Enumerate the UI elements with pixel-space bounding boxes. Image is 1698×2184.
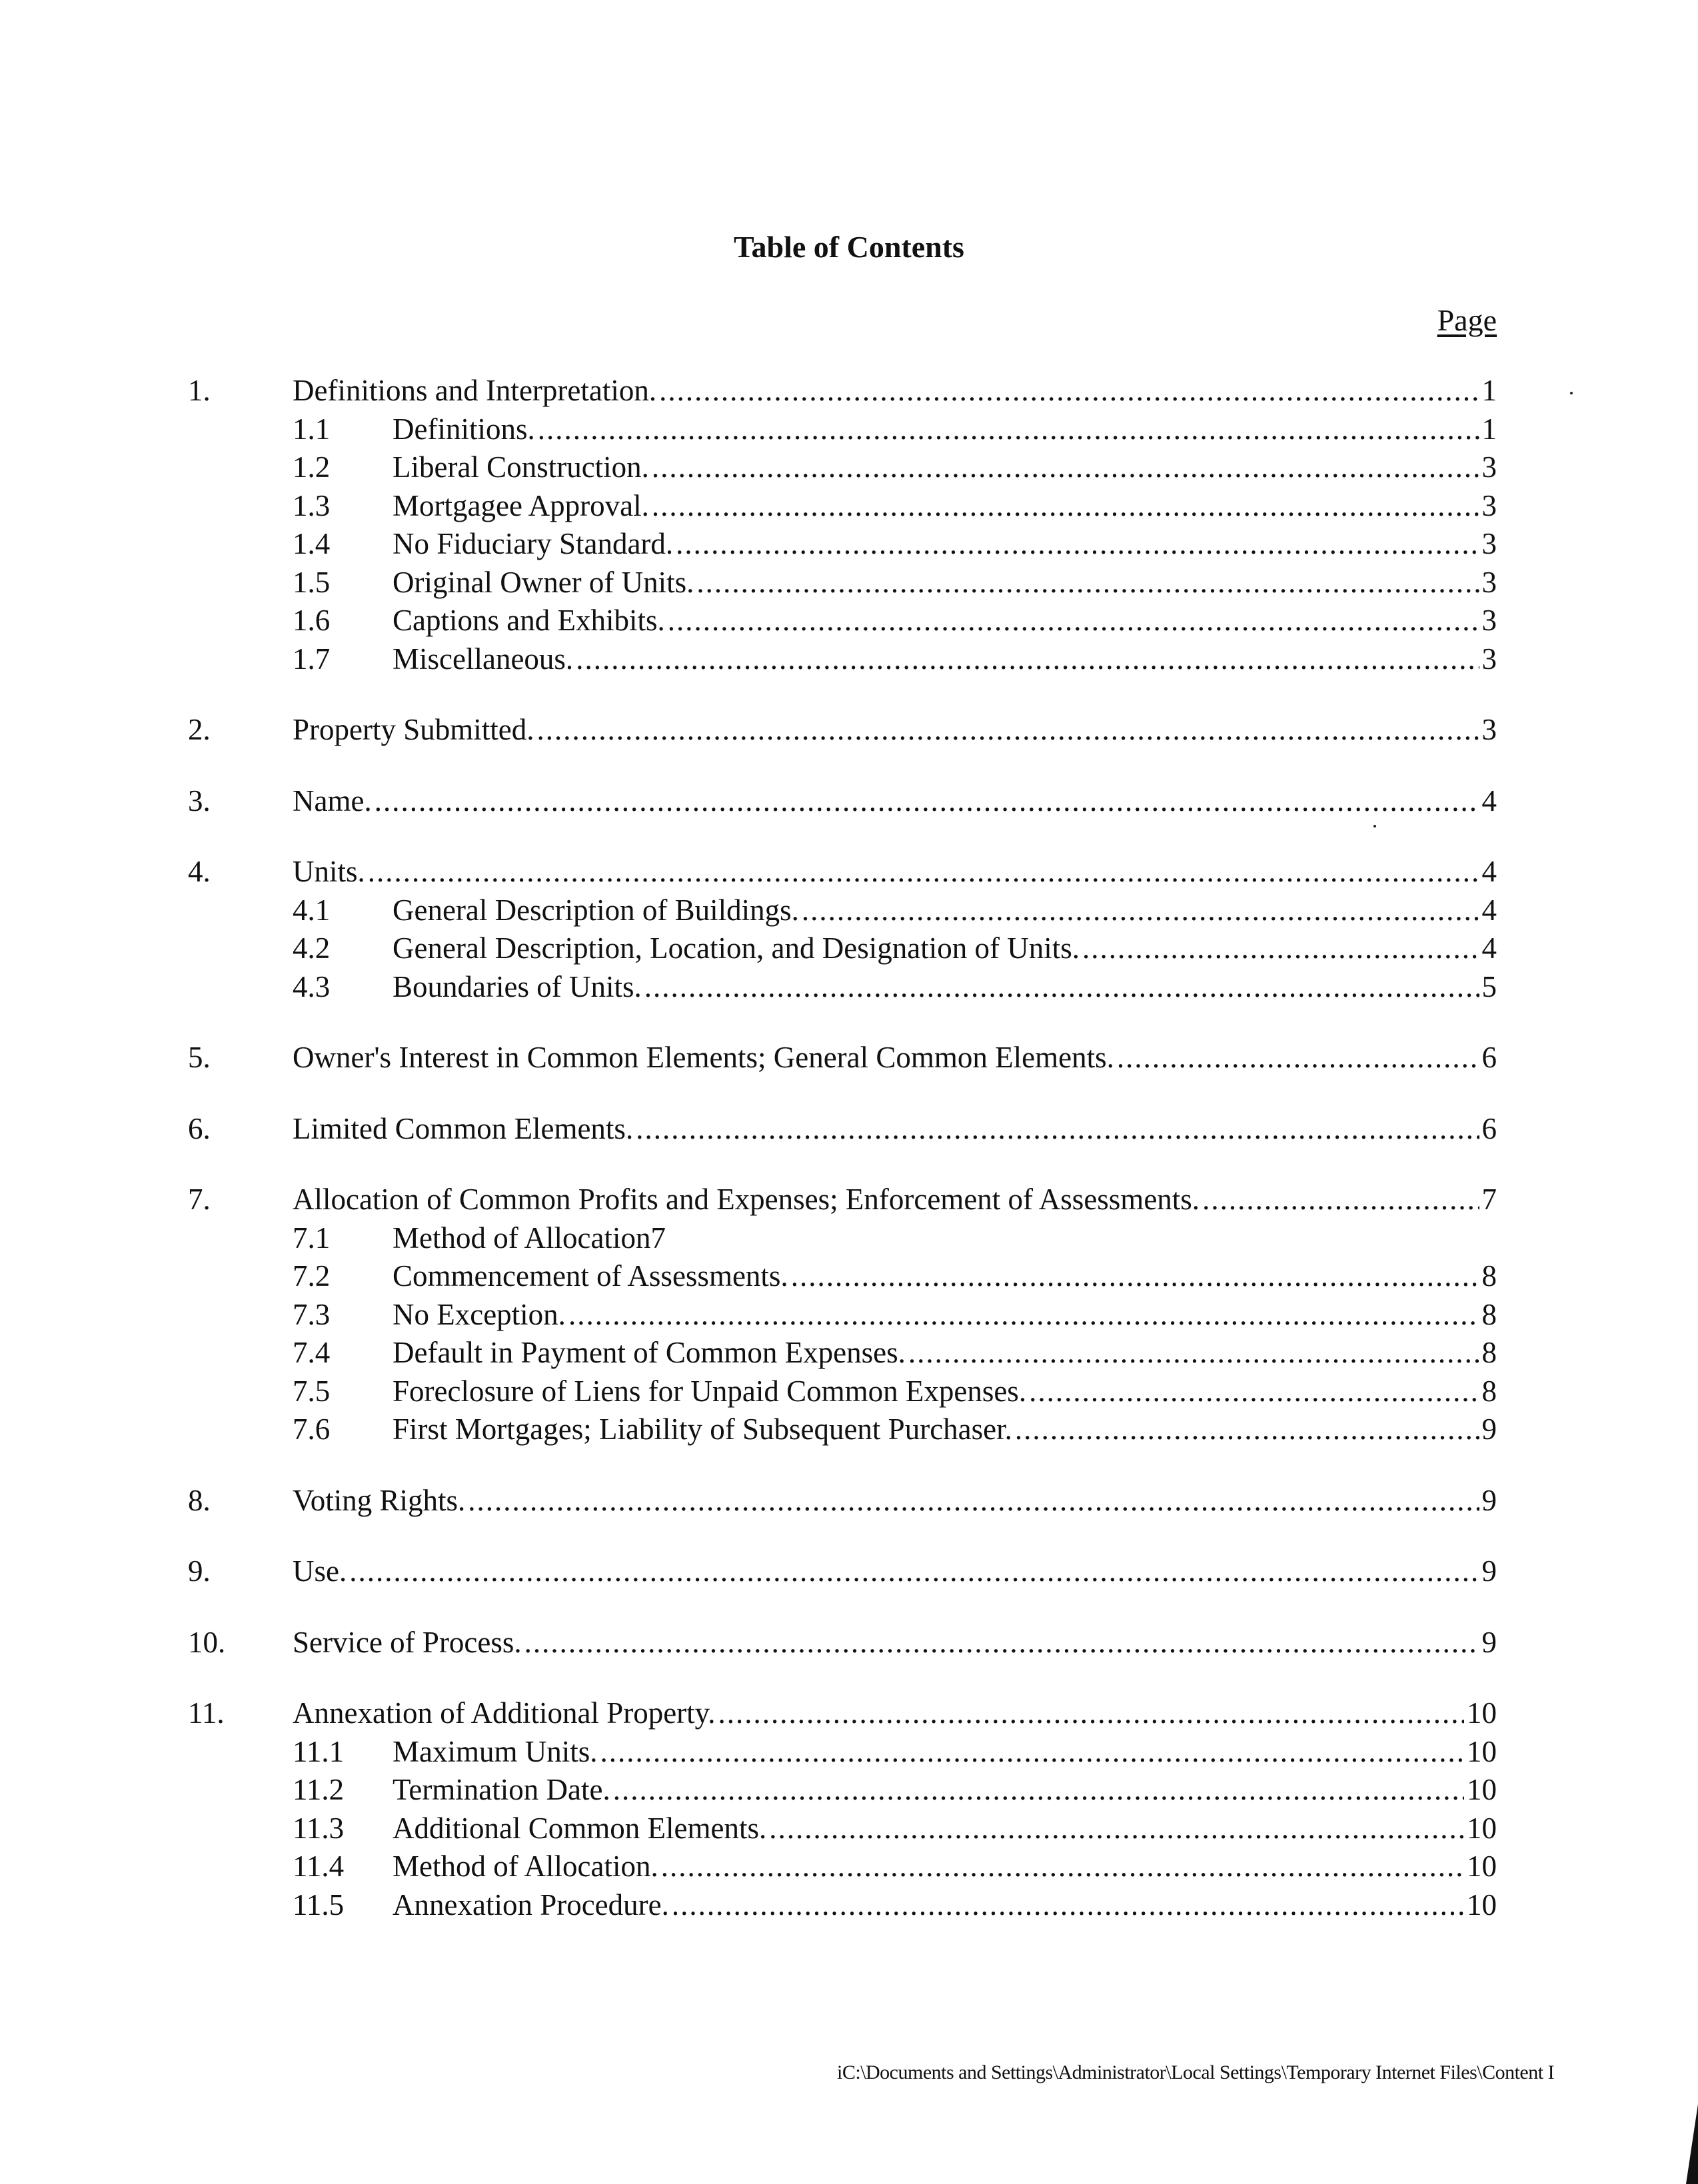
page-number: 6 <box>1481 1041 1497 1074</box>
section-number: 5. <box>188 1041 211 1074</box>
dot-leader <box>1082 931 1479 965</box>
toc-entry <box>188 1696 1497 1734</box>
subsection-title: Termination Date. <box>393 1773 610 1806</box>
section-title: Limited Common Elements. <box>293 1111 634 1145</box>
dot-leader <box>652 450 1479 484</box>
page-number: 8 <box>1481 1374 1497 1408</box>
toc-subentry <box>188 1849 1497 1888</box>
page-number: 3 <box>1481 450 1497 484</box>
toc-subentry <box>188 526 1497 565</box>
page-number: 10 <box>1467 1734 1497 1768</box>
page-number: 3 <box>1481 713 1497 746</box>
stray-dot <box>1570 392 1573 394</box>
section-number: 9. <box>188 1554 211 1588</box>
toc-section <box>188 1554 1497 1592</box>
corner-scan-mark <box>1678 2104 1698 2184</box>
toc-subentry <box>188 642 1497 680</box>
toc-section <box>188 712 1497 751</box>
toc-entry <box>188 373 1497 412</box>
page-number: 3 <box>1481 642 1497 676</box>
page-number: 10 <box>1467 1696 1497 1730</box>
page-number: 10 <box>1467 1811 1497 1845</box>
subsection-number: 7.2 <box>293 1259 331 1293</box>
toc-entry <box>188 784 1497 822</box>
subsection-number: 11.5 <box>293 1888 345 1921</box>
dot-leader <box>568 1297 1479 1332</box>
dot-leader <box>644 969 1479 1004</box>
subsection-number: 1.4 <box>293 527 331 560</box>
toc-subentry <box>188 450 1497 488</box>
toc-entry <box>188 1111 1497 1150</box>
section-number: 1. <box>188 374 211 407</box>
section-title: Property Submitted. <box>293 713 534 746</box>
subsection-title: No Exception. <box>393 1297 566 1331</box>
page-number: 3 <box>1481 527 1497 560</box>
subsection-title: First Mortgages; Liability of Subsequent Purchaser. <box>393 1412 1012 1446</box>
subsection-number: 7.6 <box>293 1412 331 1446</box>
subsection-number: 11.2 <box>293 1773 345 1806</box>
dot-leader <box>1015 1412 1479 1446</box>
section-title: Annexation of Additional Property. <box>293 1696 716 1730</box>
dot-leader <box>696 565 1479 600</box>
toc-subentry <box>188 488 1497 527</box>
section-title: Name. <box>293 784 372 818</box>
subsection-title: Default in Payment of Common Expenses. <box>393 1336 906 1369</box>
dot-leader <box>368 854 1479 889</box>
dot-leader <box>659 373 1479 408</box>
section-title: Service of Process. <box>293 1625 522 1659</box>
dot-leader <box>576 642 1479 676</box>
dot-leader <box>1202 1182 1479 1217</box>
page-number: 5 <box>1481 969 1497 1003</box>
subsection-title: Captions and Exhibits. <box>393 604 665 637</box>
subsection-number: 4.3 <box>293 969 331 1003</box>
page-number: 10 <box>1467 1888 1497 1921</box>
subsection-title: Boundaries of Units. <box>393 969 642 1003</box>
section-title: Use. <box>293 1554 347 1588</box>
page-number: 9 <box>1481 1554 1497 1588</box>
dot-leader <box>524 1625 1479 1660</box>
toc-entry <box>188 1625 1497 1664</box>
footer-file-path: iC:\Documents and Settings\Administrator\Local Settings\Temporary Internet Files\Content I <box>837 2061 1555 2083</box>
section-number: 3. <box>188 784 211 818</box>
dot-leader <box>661 1849 1464 1884</box>
subsection-number: 7.5 <box>293 1374 331 1408</box>
toc-subentry <box>188 969 1497 1008</box>
page-number: 8 <box>1481 1259 1497 1293</box>
section-number: 8. <box>188 1483 211 1517</box>
toc-list <box>188 373 1497 1958</box>
page-number: 10 <box>1467 1773 1497 1806</box>
section-number: 10. <box>188 1625 226 1659</box>
subsection-title: Annexation Procedure. <box>393 1888 669 1921</box>
page-number: 4 <box>1481 893 1497 927</box>
toc-section <box>188 1625 1497 1664</box>
subsection-title: General Description of Buildings. <box>393 893 799 927</box>
page-number: 9 <box>1481 1625 1497 1659</box>
toc-subentry <box>188 1335 1497 1374</box>
subsection-number: 7.3 <box>293 1297 331 1331</box>
page-number: 9 <box>1481 1412 1497 1446</box>
dot-leader <box>652 488 1479 523</box>
section-number: 2. <box>188 713 211 746</box>
dot-leader <box>769 1811 1464 1846</box>
subsection-number: 11.1 <box>293 1734 345 1768</box>
toc-subentry <box>188 1297 1497 1336</box>
toc-subentry <box>188 893 1497 931</box>
toc-section <box>188 1040 1497 1079</box>
page-number: 3 <box>1481 565 1497 599</box>
toc-subentry <box>188 1221 1497 1259</box>
subsection-number: 11.3 <box>293 1811 345 1845</box>
subsection-number: 7.1 <box>293 1221 331 1255</box>
page-number: 8 <box>1481 1336 1497 1369</box>
dot-leader <box>349 1554 1479 1588</box>
toc-entry <box>188 1040 1497 1079</box>
page-number: 6 <box>1481 1111 1497 1145</box>
subsection-number: 1.3 <box>293 488 331 522</box>
subsection-number: 1.2 <box>293 450 331 484</box>
subsection-number: 1.7 <box>293 642 331 676</box>
section-number: 7. <box>188 1183 211 1216</box>
toc-subentry <box>188 565 1497 604</box>
subsection-title: Mortgagee Approval. <box>393 488 649 522</box>
subsection-title: Commencement of Assessments. <box>393 1259 788 1293</box>
toc-subentry <box>188 931 1497 969</box>
section-title: Owner's Interest in Common Elements; General Common Elements. <box>293 1041 1114 1074</box>
dot-leader <box>1117 1040 1479 1075</box>
subsection-title: Method of Allocation. <box>393 1850 658 1883</box>
section-title: Voting Rights. <box>293 1483 466 1517</box>
dot-leader <box>536 712 1479 747</box>
toc-entry <box>188 712 1497 751</box>
dot-leader <box>791 1259 1479 1293</box>
page-number: 4 <box>1481 931 1497 965</box>
section-title: Allocation of Common Profits and Expenses; Enforcement of Assessments. <box>293 1183 1200 1216</box>
toc-subentry <box>188 412 1497 450</box>
toc-subentry <box>188 1374 1497 1412</box>
toc-section <box>188 854 1497 1007</box>
dot-leader <box>613 1772 1464 1807</box>
dot-leader <box>538 412 1479 446</box>
subsection-number: 7.4 <box>293 1336 331 1369</box>
toc-section <box>188 1182 1497 1450</box>
section-title: Definitions and Interpretation. <box>293 374 657 407</box>
page-column-label: Page <box>1437 303 1497 337</box>
subsection-number: 1.6 <box>293 604 331 637</box>
subsection-title: General Description, Location, and Designation of Units. <box>393 931 1080 965</box>
subsection-title: Definitions. <box>393 412 535 446</box>
subsection-number: 1.1 <box>293 412 331 446</box>
subsection-title: Original Owner of Units. <box>393 565 694 599</box>
subsection-number: 11.4 <box>293 1850 345 1883</box>
toc-entry <box>188 854 1497 893</box>
section-number: 4. <box>188 855 211 888</box>
dot-leader <box>600 1734 1464 1769</box>
dot-leader <box>375 784 1479 818</box>
toc-subentry <box>188 1259 1497 1297</box>
subsection-title: No Fiduciary Standard. <box>393 527 674 560</box>
section-number: 6. <box>188 1111 211 1145</box>
page-number: 3 <box>1481 604 1497 637</box>
toc-entry <box>188 1554 1497 1592</box>
dot-leader <box>636 1111 1479 1146</box>
dot-leader <box>718 1696 1464 1730</box>
subsection-title: Foreclosure of Liens for Unpaid Common Expenses. <box>393 1374 1027 1408</box>
toc-section <box>188 1111 1497 1150</box>
dot-leader <box>676 526 1479 561</box>
page-number: 3 <box>1481 488 1497 522</box>
subsection-number: 1.5 <box>293 565 331 599</box>
subsection-title: Maximum Units. <box>393 1734 598 1768</box>
section-number: 11. <box>188 1696 225 1730</box>
toc-subentry <box>188 1888 1497 1926</box>
page-number: 10 <box>1467 1850 1497 1883</box>
subsection-title: Additional Common Elements. <box>393 1811 767 1845</box>
section-title: Units. <box>293 855 365 888</box>
page-number: 4 <box>1481 784 1497 818</box>
subsection-title: Miscellaneous. <box>393 642 574 676</box>
toc-section <box>188 1483 1497 1522</box>
dot-leader <box>668 603 1479 638</box>
toc-section <box>188 784 1497 822</box>
subsection-title: Liberal Construction. <box>393 450 649 484</box>
subsection-number: 4.2 <box>293 931 331 965</box>
toc-entry <box>188 1182 1497 1221</box>
page-number: 1 <box>1481 374 1497 407</box>
toc-section <box>188 373 1497 680</box>
page-number: 1 <box>1481 412 1497 446</box>
toc-subentry <box>188 1734 1497 1773</box>
toc-subentry <box>188 1811 1497 1850</box>
toc-subentry <box>188 1772 1497 1811</box>
page-number: 4 <box>1481 855 1497 888</box>
dot-leader <box>672 1888 1464 1922</box>
toc-subentry <box>188 1412 1497 1450</box>
subsection-title: Method of Allocation7 <box>393 1221 666 1255</box>
dot-leader <box>468 1483 1479 1518</box>
toc-section <box>188 1696 1497 1925</box>
page-title: Table of Contents <box>734 230 964 264</box>
dot-leader <box>802 893 1479 927</box>
dot-leader <box>1029 1374 1479 1408</box>
page-number: 8 <box>1481 1297 1497 1331</box>
toc-subentry <box>188 603 1497 642</box>
dot-leader <box>908 1335 1479 1370</box>
page-number: 9 <box>1481 1483 1497 1517</box>
toc-entry <box>188 1483 1497 1522</box>
subsection-number: 4.1 <box>293 893 331 927</box>
page-number: 7 <box>1481 1183 1497 1216</box>
